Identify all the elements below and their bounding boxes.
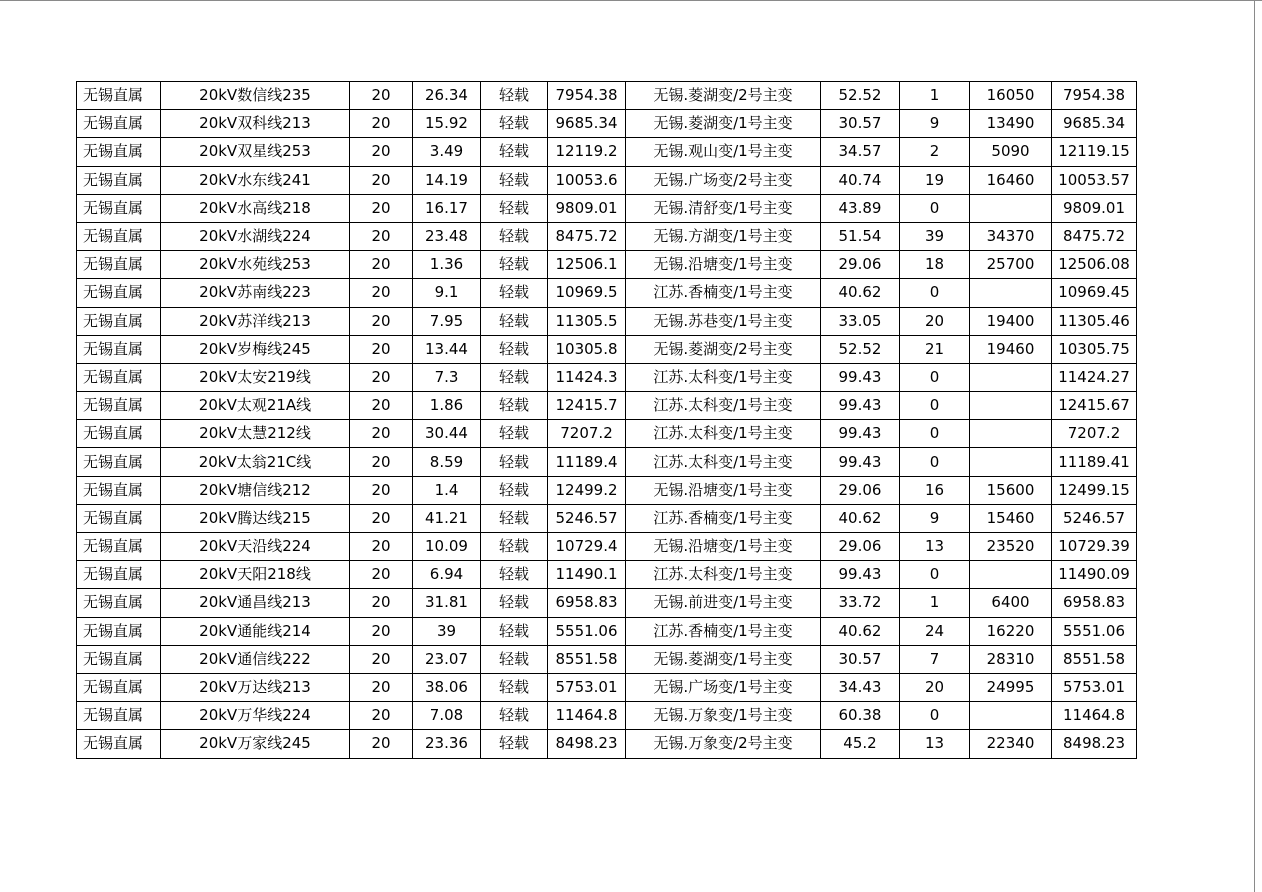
cell-unit: 无锡直属	[77, 138, 161, 166]
cell-load-status: 轻载	[481, 533, 548, 561]
cell-load-rate: 23.07	[413, 645, 481, 673]
cell-load-rate: 23.36	[413, 730, 481, 758]
cell-unit: 无锡直属	[77, 448, 161, 476]
cell-capacity-c: 9685.34	[1052, 110, 1137, 138]
cell-count: 19	[900, 166, 970, 194]
cell-line-name: 20kV太安219线	[161, 363, 350, 391]
cell-capacity-a: 8498.23	[548, 730, 626, 758]
cell-transformer-load: 52.52	[821, 82, 900, 110]
cell-line-name: 20kV万达线213	[161, 673, 350, 701]
cell-unit: 无锡直属	[77, 645, 161, 673]
cell-load-status: 轻载	[481, 110, 548, 138]
cell-load-rate: 8.59	[413, 448, 481, 476]
cell-unit: 无锡直属	[77, 504, 161, 532]
cell-count: 0	[900, 279, 970, 307]
cell-load-rate: 38.06	[413, 673, 481, 701]
cell-load-rate: 1.36	[413, 251, 481, 279]
cell-substation: 江苏.太科变/1号主变	[626, 448, 821, 476]
cell-voltage: 20	[350, 617, 413, 645]
cell-count: 0	[900, 448, 970, 476]
cell-load-rate: 39	[413, 617, 481, 645]
table-row	[77, 194, 1137, 222]
cell-count: 7	[900, 645, 970, 673]
table-row	[77, 730, 1137, 758]
cell-load-rate: 1.86	[413, 392, 481, 420]
cell-capacity-b: 19460	[970, 335, 1052, 363]
cell-transformer-load: 60.38	[821, 702, 900, 730]
cell-capacity-a: 11189.4	[548, 448, 626, 476]
cell-load-rate: 9.1	[413, 279, 481, 307]
cell-capacity-b	[970, 392, 1052, 420]
cell-unit: 无锡直属	[77, 533, 161, 561]
cell-capacity-c: 10305.75	[1052, 335, 1137, 363]
cell-capacity-c: 10053.57	[1052, 166, 1137, 194]
cell-substation: 无锡.方湖变/1号主变	[626, 222, 821, 250]
cell-unit: 无锡直属	[77, 110, 161, 138]
cell-substation: 无锡.沿塘变/1号主变	[626, 533, 821, 561]
cell-capacity-b: 23520	[970, 533, 1052, 561]
cell-voltage: 20	[350, 251, 413, 279]
table-row	[77, 307, 1137, 335]
cell-capacity-a: 5753.01	[548, 673, 626, 701]
table-row	[77, 251, 1137, 279]
cell-load-status: 轻载	[481, 82, 548, 110]
cell-unit: 无锡直属	[77, 392, 161, 420]
cell-load-status: 轻载	[481, 222, 548, 250]
cell-load-status: 轻载	[481, 420, 548, 448]
cell-unit: 无锡直属	[77, 251, 161, 279]
table-row	[77, 166, 1137, 194]
table-row	[77, 420, 1137, 448]
table-row	[77, 138, 1137, 166]
cell-voltage: 20	[350, 335, 413, 363]
cell-voltage: 20	[350, 589, 413, 617]
cell-line-name: 20kV天阳218线	[161, 561, 350, 589]
cell-transformer-load: 51.54	[821, 222, 900, 250]
cell-capacity-c: 11189.41	[1052, 448, 1137, 476]
cell-transformer-load: 29.06	[821, 533, 900, 561]
cell-unit: 无锡直属	[77, 307, 161, 335]
cell-load-rate: 26.34	[413, 82, 481, 110]
cell-capacity-b: 16220	[970, 617, 1052, 645]
cell-voltage: 20	[350, 307, 413, 335]
cell-load-rate: 23.48	[413, 222, 481, 250]
cell-substation: 无锡.沿塘变/1号主变	[626, 251, 821, 279]
cell-voltage: 20	[350, 448, 413, 476]
table-row	[77, 335, 1137, 363]
cell-substation: 无锡.沿塘变/1号主变	[626, 476, 821, 504]
cell-line-name: 20kV太翁21C线	[161, 448, 350, 476]
cell-capacity-a: 11305.5	[548, 307, 626, 335]
cell-capacity-c: 11424.27	[1052, 363, 1137, 391]
page-top-border	[0, 0, 1262, 1]
cell-transformer-load: 34.43	[821, 673, 900, 701]
cell-line-name: 20kV天沿线224	[161, 533, 350, 561]
cell-unit: 无锡直属	[77, 476, 161, 504]
cell-load-status: 轻载	[481, 504, 548, 532]
cell-transformer-load: 34.57	[821, 138, 900, 166]
cell-load-status: 轻载	[481, 392, 548, 420]
cell-unit: 无锡直属	[77, 673, 161, 701]
cell-voltage: 20	[350, 730, 413, 758]
cell-substation: 无锡.广场变/2号主变	[626, 166, 821, 194]
cell-unit: 无锡直属	[77, 82, 161, 110]
cell-substation: 无锡.前进变/1号主变	[626, 589, 821, 617]
cell-capacity-a: 11424.3	[548, 363, 626, 391]
table-row	[77, 702, 1137, 730]
cell-capacity-c: 11490.09	[1052, 561, 1137, 589]
table-body	[77, 82, 1137, 759]
cell-unit: 无锡直属	[77, 194, 161, 222]
cell-unit: 无锡直属	[77, 589, 161, 617]
cell-substation: 江苏.香楠变/1号主变	[626, 617, 821, 645]
cell-transformer-load: 40.62	[821, 504, 900, 532]
cell-transformer-load: 33.05	[821, 307, 900, 335]
cell-count: 18	[900, 251, 970, 279]
cell-capacity-a: 11464.8	[548, 702, 626, 730]
cell-load-rate: 7.3	[413, 363, 481, 391]
cell-substation: 无锡.菱湖变/2号主变	[626, 335, 821, 363]
cell-transformer-load: 30.57	[821, 110, 900, 138]
cell-voltage: 20	[350, 476, 413, 504]
cell-capacity-c: 11464.8	[1052, 702, 1137, 730]
cell-line-name: 20kV通信线222	[161, 645, 350, 673]
cell-count: 0	[900, 392, 970, 420]
cell-voltage: 20	[350, 279, 413, 307]
cell-transformer-load: 30.57	[821, 645, 900, 673]
cell-capacity-b: 28310	[970, 645, 1052, 673]
cell-capacity-b: 15460	[970, 504, 1052, 532]
cell-capacity-c: 10969.45	[1052, 279, 1137, 307]
cell-capacity-c: 6958.83	[1052, 589, 1137, 617]
cell-line-name: 20kV水东线241	[161, 166, 350, 194]
cell-unit: 无锡直属	[77, 279, 161, 307]
cell-capacity-a: 9685.34	[548, 110, 626, 138]
cell-unit: 无锡直属	[77, 561, 161, 589]
cell-count: 20	[900, 307, 970, 335]
cell-transformer-load: 99.43	[821, 420, 900, 448]
cell-capacity-a: 10305.8	[548, 335, 626, 363]
cell-transformer-load: 33.72	[821, 589, 900, 617]
cell-unit: 无锡直属	[77, 420, 161, 448]
cell-load-rate: 7.08	[413, 702, 481, 730]
cell-transformer-load: 45.2	[821, 730, 900, 758]
cell-capacity-a: 8475.72	[548, 222, 626, 250]
cell-capacity-c: 5551.06	[1052, 617, 1137, 645]
cell-count: 1	[900, 589, 970, 617]
cell-load-status: 轻载	[481, 730, 548, 758]
cell-load-rate: 14.19	[413, 166, 481, 194]
cell-voltage: 20	[350, 392, 413, 420]
cell-load-rate: 10.09	[413, 533, 481, 561]
cell-substation: 无锡.清舒变/1号主变	[626, 194, 821, 222]
cell-load-status: 轻载	[481, 702, 548, 730]
cell-capacity-c: 12499.15	[1052, 476, 1137, 504]
cell-line-name: 20kV水湖线224	[161, 222, 350, 250]
cell-line-name: 20kV水高线218	[161, 194, 350, 222]
table-row	[77, 110, 1137, 138]
cell-capacity-b	[970, 420, 1052, 448]
table-row	[77, 673, 1137, 701]
cell-substation: 无锡.万象变/1号主变	[626, 702, 821, 730]
cell-voltage: 20	[350, 645, 413, 673]
table-row	[77, 504, 1137, 532]
cell-substation: 无锡.观山变/1号主变	[626, 138, 821, 166]
cell-count: 0	[900, 194, 970, 222]
cell-capacity-c: 8475.72	[1052, 222, 1137, 250]
cell-load-status: 轻载	[481, 307, 548, 335]
cell-voltage: 20	[350, 222, 413, 250]
cell-transformer-load: 99.43	[821, 448, 900, 476]
cell-line-name: 20kV万家线245	[161, 730, 350, 758]
cell-load-status: 轻载	[481, 448, 548, 476]
cell-unit: 无锡直属	[77, 702, 161, 730]
cell-capacity-a: 7954.38	[548, 82, 626, 110]
cell-load-rate: 7.95	[413, 307, 481, 335]
cell-load-status: 轻载	[481, 335, 548, 363]
cell-line-name: 20kV双星线253	[161, 138, 350, 166]
cell-load-status: 轻载	[481, 476, 548, 504]
cell-line-name: 20kV水苑线253	[161, 251, 350, 279]
cell-capacity-b: 25700	[970, 251, 1052, 279]
cell-count: 2	[900, 138, 970, 166]
cell-capacity-b	[970, 448, 1052, 476]
cell-count: 20	[900, 673, 970, 701]
cell-load-rate: 30.44	[413, 420, 481, 448]
cell-capacity-b	[970, 702, 1052, 730]
cell-capacity-b: 34370	[970, 222, 1052, 250]
table-row	[77, 448, 1137, 476]
cell-voltage: 20	[350, 166, 413, 194]
cell-capacity-c: 8498.23	[1052, 730, 1137, 758]
cell-voltage: 20	[350, 363, 413, 391]
cell-transformer-load: 99.43	[821, 363, 900, 391]
cell-capacity-b: 22340	[970, 730, 1052, 758]
cell-load-status: 轻载	[481, 166, 548, 194]
cell-substation: 江苏.太科变/1号主变	[626, 392, 821, 420]
cell-load-status: 轻载	[481, 138, 548, 166]
cell-count: 13	[900, 533, 970, 561]
cell-count: 16	[900, 476, 970, 504]
cell-capacity-a: 7207.2	[548, 420, 626, 448]
cell-count: 13	[900, 730, 970, 758]
cell-line-name: 20kV太观21A线	[161, 392, 350, 420]
cell-capacity-b: 13490	[970, 110, 1052, 138]
cell-count: 0	[900, 420, 970, 448]
cell-line-name: 20kV通能线214	[161, 617, 350, 645]
cell-substation: 江苏.香楠变/1号主变	[626, 279, 821, 307]
table-row	[77, 561, 1137, 589]
cell-count: 39	[900, 222, 970, 250]
cell-capacity-a: 9809.01	[548, 194, 626, 222]
cell-transformer-load: 43.89	[821, 194, 900, 222]
cell-transformer-load: 40.74	[821, 166, 900, 194]
cell-count: 9	[900, 504, 970, 532]
cell-count: 1	[900, 82, 970, 110]
cell-load-rate: 41.21	[413, 504, 481, 532]
cell-transformer-load: 29.06	[821, 476, 900, 504]
cell-transformer-load: 52.52	[821, 335, 900, 363]
cell-load-rate: 3.49	[413, 138, 481, 166]
cell-load-rate: 6.94	[413, 561, 481, 589]
cell-line-name: 20kV太慧212线	[161, 420, 350, 448]
cell-capacity-c: 9809.01	[1052, 194, 1137, 222]
table-row	[77, 82, 1137, 110]
cell-substation: 江苏.香楠变/1号主变	[626, 504, 821, 532]
cell-capacity-a: 12499.2	[548, 476, 626, 504]
cell-capacity-a: 5551.06	[548, 617, 626, 645]
cell-voltage: 20	[350, 702, 413, 730]
cell-capacity-b: 16460	[970, 166, 1052, 194]
cell-count: 24	[900, 617, 970, 645]
cell-voltage: 20	[350, 194, 413, 222]
cell-transformer-load: 29.06	[821, 251, 900, 279]
cell-line-name: 20kV双科线213	[161, 110, 350, 138]
cell-substation: 无锡.苏巷变/1号主变	[626, 307, 821, 335]
cell-load-status: 轻载	[481, 673, 548, 701]
cell-substation: 江苏.太科变/1号主变	[626, 561, 821, 589]
cell-substation: 无锡.广场变/1号主变	[626, 673, 821, 701]
cell-voltage: 20	[350, 673, 413, 701]
cell-capacity-a: 5246.57	[548, 504, 626, 532]
cell-load-status: 轻载	[481, 645, 548, 673]
cell-line-name: 20kV数信线235	[161, 82, 350, 110]
cell-capacity-c: 12415.67	[1052, 392, 1137, 420]
cell-unit: 无锡直属	[77, 363, 161, 391]
table-row	[77, 279, 1137, 307]
cell-load-status: 轻载	[481, 589, 548, 617]
cell-transformer-load: 99.43	[821, 561, 900, 589]
table-row	[77, 617, 1137, 645]
cell-load-rate: 15.92	[413, 110, 481, 138]
table-row	[77, 645, 1137, 673]
cell-capacity-a: 12506.1	[548, 251, 626, 279]
cell-load-status: 轻载	[481, 194, 548, 222]
cell-substation: 江苏.太科变/1号主变	[626, 363, 821, 391]
cell-capacity-a: 10969.5	[548, 279, 626, 307]
cell-voltage: 20	[350, 82, 413, 110]
cell-capacity-b: 15600	[970, 476, 1052, 504]
cell-voltage: 20	[350, 533, 413, 561]
cell-capacity-b: 19400	[970, 307, 1052, 335]
cell-line-name: 20kV苏洋线213	[161, 307, 350, 335]
cell-substation: 无锡.菱湖变/1号主变	[626, 645, 821, 673]
cell-voltage: 20	[350, 504, 413, 532]
cell-capacity-c: 12506.08	[1052, 251, 1137, 279]
cell-capacity-a: 12119.2	[548, 138, 626, 166]
cell-capacity-b	[970, 279, 1052, 307]
cell-load-status: 轻载	[481, 363, 548, 391]
cell-capacity-c: 7207.2	[1052, 420, 1137, 448]
cell-load-rate: 1.4	[413, 476, 481, 504]
cell-capacity-c: 8551.58	[1052, 645, 1137, 673]
cell-count: 0	[900, 561, 970, 589]
table-row	[77, 363, 1137, 391]
cell-capacity-b: 24995	[970, 673, 1052, 701]
cell-capacity-c: 10729.39	[1052, 533, 1137, 561]
cell-capacity-a: 10729.4	[548, 533, 626, 561]
cell-capacity-b	[970, 561, 1052, 589]
cell-line-name: 20kV腾达线215	[161, 504, 350, 532]
cell-capacity-a: 8551.58	[548, 645, 626, 673]
cell-capacity-c: 11305.46	[1052, 307, 1137, 335]
cell-capacity-b	[970, 363, 1052, 391]
table-row	[77, 533, 1137, 561]
cell-unit: 无锡直属	[77, 222, 161, 250]
cell-capacity-b: 6400	[970, 589, 1052, 617]
cell-capacity-b: 16050	[970, 82, 1052, 110]
cell-line-name: 20kV通昌线213	[161, 589, 350, 617]
table-row	[77, 392, 1137, 420]
cell-capacity-a: 11490.1	[548, 561, 626, 589]
cell-load-status: 轻载	[481, 617, 548, 645]
table-row	[77, 222, 1137, 250]
cell-count: 21	[900, 335, 970, 363]
cell-load-rate: 13.44	[413, 335, 481, 363]
cell-voltage: 20	[350, 561, 413, 589]
cell-transformer-load: 99.43	[821, 392, 900, 420]
cell-transformer-load: 40.62	[821, 617, 900, 645]
table-row	[77, 476, 1137, 504]
cell-voltage: 20	[350, 138, 413, 166]
cell-line-name: 20kV岁梅线245	[161, 335, 350, 363]
cell-transformer-load: 40.62	[821, 279, 900, 307]
cell-unit: 无锡直属	[77, 335, 161, 363]
cell-load-status: 轻载	[481, 251, 548, 279]
cell-unit: 无锡直属	[77, 617, 161, 645]
cell-count: 9	[900, 110, 970, 138]
cell-load-status: 轻载	[481, 561, 548, 589]
cell-count: 0	[900, 702, 970, 730]
data-table	[76, 81, 1137, 759]
page-right-border	[1254, 0, 1255, 892]
cell-voltage: 20	[350, 420, 413, 448]
cell-capacity-b: 5090	[970, 138, 1052, 166]
cell-capacity-a: 12415.7	[548, 392, 626, 420]
cell-line-name: 20kV万华线224	[161, 702, 350, 730]
cell-line-name: 20kV塘信线212	[161, 476, 350, 504]
cell-substation: 无锡.菱湖变/2号主变	[626, 82, 821, 110]
cell-count: 0	[900, 363, 970, 391]
cell-capacity-b	[970, 194, 1052, 222]
cell-capacity-a: 10053.6	[548, 166, 626, 194]
cell-substation: 无锡.万象变/2号主变	[626, 730, 821, 758]
cell-voltage: 20	[350, 110, 413, 138]
cell-unit: 无锡直属	[77, 730, 161, 758]
cell-capacity-a: 6958.83	[548, 589, 626, 617]
table-row	[77, 589, 1137, 617]
cell-unit: 无锡直属	[77, 166, 161, 194]
cell-capacity-c: 5753.01	[1052, 673, 1137, 701]
cell-load-rate: 31.81	[413, 589, 481, 617]
cell-line-name: 20kV苏南线223	[161, 279, 350, 307]
cell-load-status: 轻载	[481, 279, 548, 307]
cell-load-rate: 16.17	[413, 194, 481, 222]
cell-capacity-c: 5246.57	[1052, 504, 1137, 532]
cell-substation: 江苏.太科变/1号主变	[626, 420, 821, 448]
cell-capacity-c: 12119.15	[1052, 138, 1137, 166]
cell-capacity-c: 7954.38	[1052, 82, 1137, 110]
cell-substation: 无锡.菱湖变/1号主变	[626, 110, 821, 138]
